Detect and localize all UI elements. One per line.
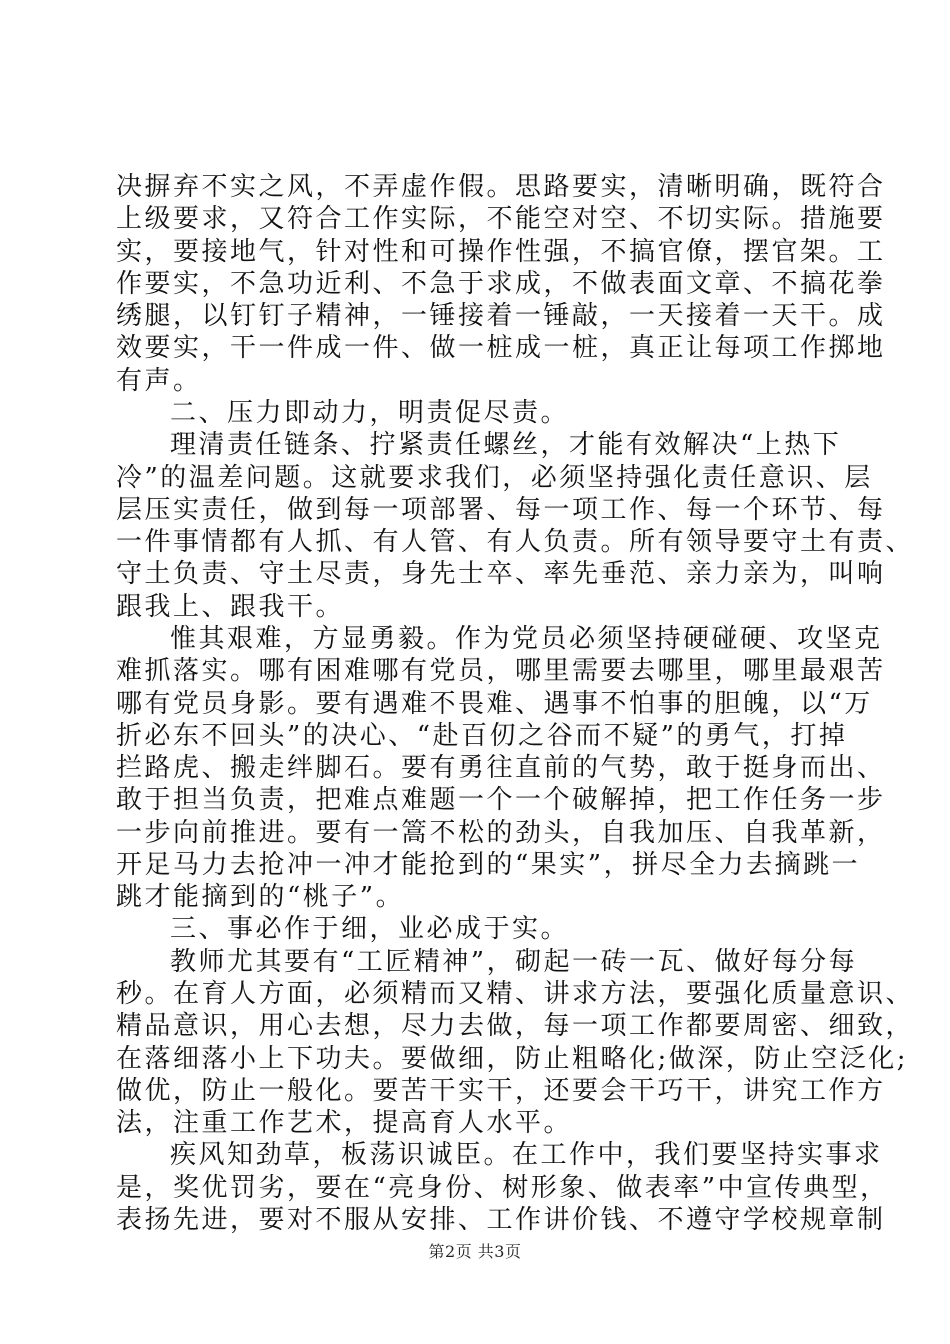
text-line: 跟我上、跟我干。 [116,592,345,622]
text-line: 冷”的温差问题。这就要求我们，必须坚持强化责任意识、层 [116,463,873,493]
text-line: 上级要求，又符合工作实际，不能空对空、不切实际。措施要 [116,204,886,234]
text-line: 疾风知劲草，板荡识诚臣。在工作中，我们要坚持实事求 [170,1140,883,1170]
text-line: 哪有党员身影。要有遇难不畏难、遇事不怕事的胆魄，以“万 [116,689,873,719]
section-heading-3: 三、事必作于细，业必成于实。 [170,914,570,944]
text-line: 法，注重工作艺术，提高育人水平。 [116,1108,573,1138]
text-line: 教师尤其要有“工匠精神”，砌起一砖一瓦、做好每分每 [170,947,858,977]
text-line: 实，要接地气，针对性和可操作性强，不搞官僚，摆官架。工 [116,237,886,267]
text-line: 守土负责、守土尽责，身先士卒、率先垂范、亲力亲为，叫响 [116,559,886,589]
text-line: 效要实，干一件成一件、做一桩成一桩，真正让每项工作掷地 [116,333,886,363]
text-line: 有声。 [116,366,202,396]
text-line: 一步向前推进。要有一篙不松的劲头，自我加压、自我革新， [116,818,886,848]
text-line: 做优，防止一般化。要苦干实干，还要会干巧干，讲究工作方 [116,1076,886,1106]
text-line: 表扬先进，要对不服从安排、工作讲价钱、不遵守学校规章制 [116,1205,886,1235]
text-line: 作要实，不急功近利、不急于求成，不做表面文章、不搞花拳 [116,269,886,299]
text-line: 折必东不回头”的决心、“赴百仞之谷而不疑”的勇气，打掉 [116,721,848,751]
text-line: 绣腿，以钉钉子精神，一锤接着一锤敲，一天接着一天干。成 [116,301,886,331]
section-heading-2: 二、压力即动力，明责促尽责。 [170,398,570,428]
text-line: 在落细落小上下功夫。要做细，防止粗略化;做深，防止空泛化; [116,1044,909,1074]
text-line: 敢于担当负责，把难点难题一个一个破解掉，把工作任务一步 [116,785,886,815]
text-line: 拦路虎、搬走绊脚石。要有勇往直前的气势，敢于挺身而出、 [116,753,886,783]
text-line: 层压实责任，做到每一项部署、每一项工作、每一个环节、每 [116,495,886,525]
text-line: 决摒弃不实之风，不弄虚作假。思路要实，清晰明确，既符合 [116,172,886,202]
text-line: 开足马力去抢冲一冲才能抢到的“果实”，拼尽全力去摘跳一 [116,850,861,880]
text-line: 跳才能摘到的“桃子”。 [116,882,405,912]
page-number-footer: 第2页 共3页 [428,1242,522,1261]
text-line: 难抓落实。哪有困难哪有党员，哪里需要去哪里，哪里最艰苦 [116,656,886,686]
text-line: 一件事情都有人抓、有人管、有人负责。所有领导要守土有责、 [116,527,915,557]
text-line: 是，奖优罚劣，要在“亮身份、树形象、做表率”中宣传典型， [116,1173,889,1203]
text-line: 理清责任链条、拧紧责任螺丝，才能有效解决“上热下 [170,430,842,460]
text-line: 精品意识，用心去想，尽力去做，每一项工作都要周密、细致， [116,1011,915,1041]
text-line: 秒。在育人方面，必须精而又精、讲求方法，要强化质量意识、 [116,979,915,1009]
text-line: 惟其艰难，方显勇毅。作为党员必须坚持硬碰硬、攻坚克 [170,624,883,654]
